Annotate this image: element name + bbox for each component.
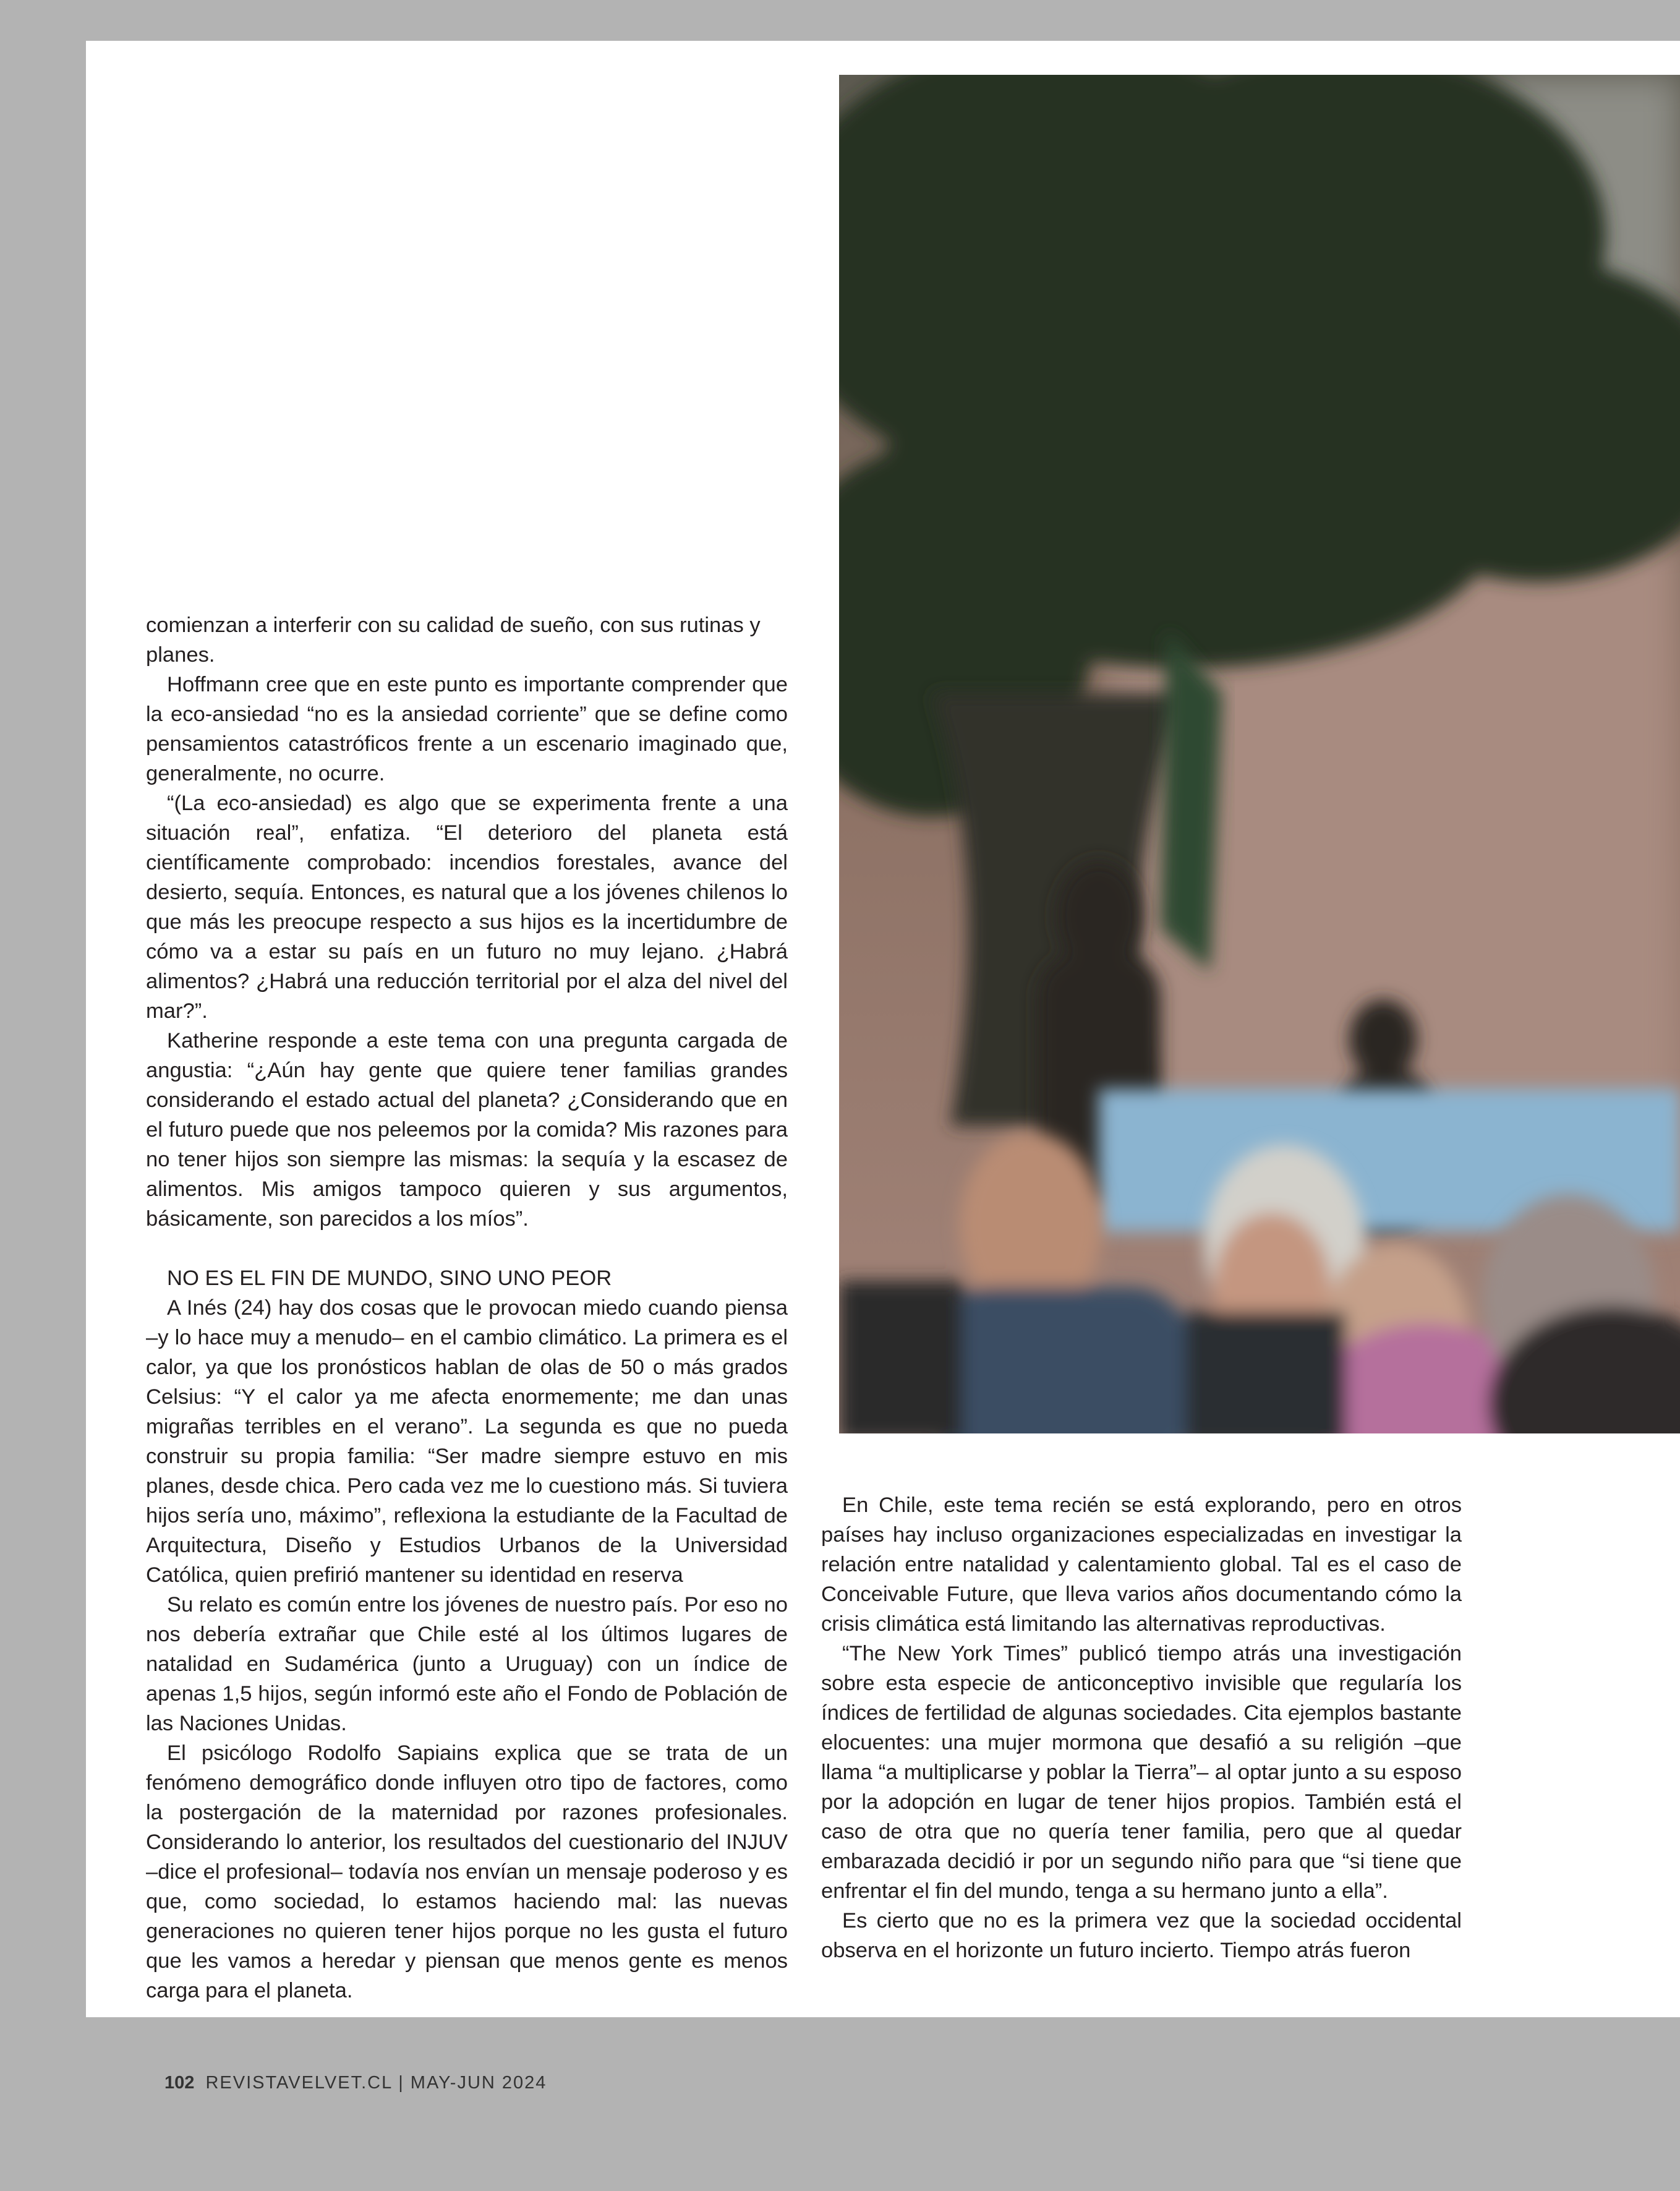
publication-info: REVISTAVELVET.CL | MAY-JUN 2024 [205, 2073, 547, 2093]
protest-crowd-photo [839, 75, 1680, 1433]
page-footer [164, 2073, 547, 2093]
paragraph: Hoffmann cree que en este punto es importante comprender que la eco-ansiedad “no es la ansiedad corriente” que se define como pensamientos catastróficos frente a un escenario imaginado que, generalmente, no ocurre. [146, 673, 788, 785]
paragraph: En Chile, este tema recién se está explorando, pero en otros países hay incluso organizaciones especializadas en investigar la relación entre natalidad y calentamiento global. Tal es el caso de Conceivable Future, que lleva varios años documentando cómo la crisis climática está limitando las alternativas reproductivas. [821, 1493, 1462, 1636]
article-right-column [821, 1490, 1462, 1965]
paragraph: “(La eco-ansiedad) es algo que se experimenta frente a una situación real”, enfatiza. “El deterioro del planeta está científicamente comprobado: incendios forestales, avance del desierto, sequía. Entonces, es natural que a los jóvenes chilenos lo que más les preocupe respecto a sus hijos es la incertidumbre de cómo va a estar su país en un futuro no muy lejano. ¿Habrá alimentos? ¿Habrá una reducción territorial por el alza del nivel del mar?”. [146, 792, 788, 1023]
section-subheading: NO ES EL FIN DE MUNDO, SINO UNO PEOR [167, 1266, 612, 1290]
paragraph: comienzan a interferir con su calidad de sueño, con sus rutinas y planes. [146, 613, 761, 667]
paragraph: “The New York Times” publicó tiempo atrás una investigación sobre esta especie de anticonceptivo invisible que regularía los índices de fertilidad de algunas sociedades. Cita ejemplos bastante elocuentes: una mujer mormona que desafió a su religión –que llama “a multiplicarse y poblar la Tierra”– al optar junto a su esposo por la adopción en lugar de tener hijos propios. También está el caso de otra que no quería tener familia, pero que al quedar embarazada decidió ir por un segundo niño para que “si tiene que enfrentar el fin del mundo, tenga a su hermano junto a ella”. [821, 1642, 1462, 1903]
page-number: 102 [164, 2073, 195, 2093]
article-left-column [146, 610, 788, 2005]
paragraph: Su relato es común entre los jóvenes de nuestro país. Por eso no nos debería extrañar que Chile esté al los últimos lugares de natalidad en Sudamérica (junto a Uruguay) con un índice de apenas 1,5 hijos, según informó este año el Fondo de Población de las Naciones Unidas. [146, 1593, 788, 1735]
paragraph: El psicólogo Rodolfo Sapiains explica que se trata de un fenómeno demográfico donde influyen otro tipo de factores, como la postergación de la maternidad por razones profesionales. Considerando lo anterior, los resultados del cuestionario del INJUV –dice el profesional– todavía nos envían un mensaje poderoso y es que, como sociedad, lo estamos haciendo mal: las nuevas generaciones no quieren tener hijos porque no les gusta el futuro que les vamos a heredar y piensan que menos gente es menos carga para el planeta. [146, 1741, 788, 2002]
paragraph: A Inés (24) hay dos cosas que le provocan miedo cuando piensa –y lo hace muy a menudo– en el cambio climático. La primera es el calor, ya que los pronósticos hablan de olas de 50 o más grados Celsius: “Y el calor ya me afecta enormemente; me dan unas migrañas terribles en el verano”. La segunda es que no pueda construir su propia familia: “Ser madre siempre estuvo en mis planes, desde chica. Pero cada vez me lo cuestiono más. Si tuviera hijos sería uno, máximo”, reflexiona la estudiante de la Facultad de Arquitectura, Diseño y Estudios Urbanos de la Universidad Católica, quien prefirió mantener su identidad en reserva [146, 1296, 788, 1587]
paragraph: Es cierto que no es la primera vez que la sociedad occidental observa en el horizonte un futuro incierto. Tiempo atrás fueron [821, 1909, 1462, 1962]
paragraph: Katherine responde a este tema con una pregunta cargada de angustia: “¿Aún hay gente que quiere tener familias grandes considerando el estado actual del planeta? ¿Considerando que en el futuro puede que nos peleemos por la comida? Mis razones para no tener hijos son siempre las mismas: la sequía y la escasez de alimentos. Mis amigos tampoco quieren y sus argumentos, básicamente, son parecidos a los míos”. [146, 1029, 788, 1231]
